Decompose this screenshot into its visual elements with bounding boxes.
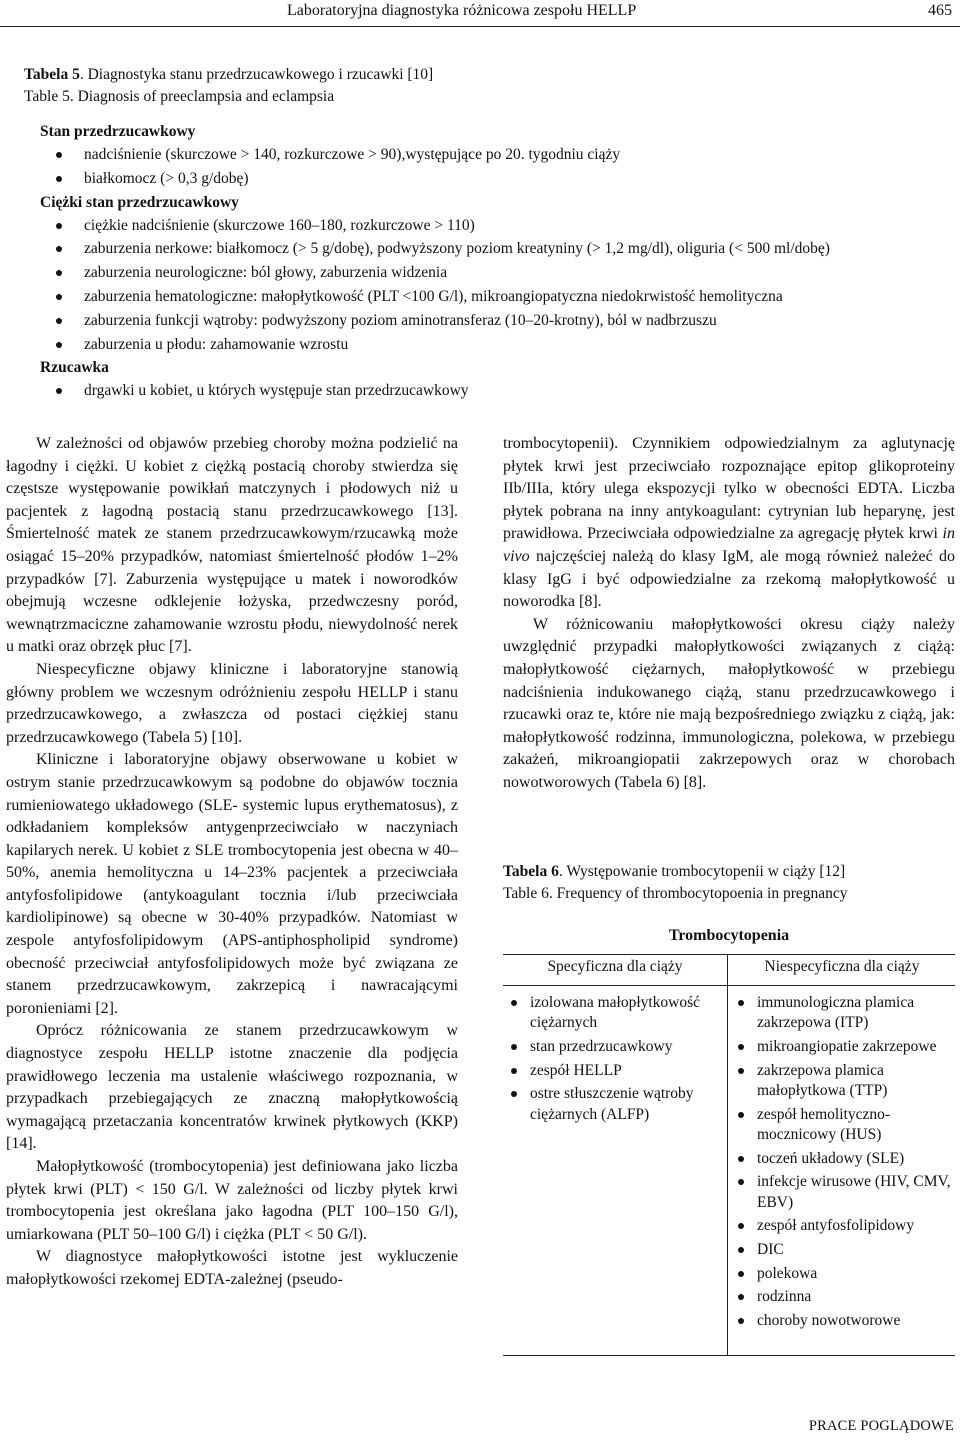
bullet-icon [738, 1156, 744, 1162]
bullet-icon [56, 246, 62, 252]
bullet-icon [56, 318, 62, 324]
bullet-icon [738, 1318, 744, 1324]
paragraph: W zależności od objawów przebieg choroby można podzielić na łagodny i ciężki. U kobiet z ciężką postacią choroby stwierdza się częstsze występowanie powikłań matczynych i płodowych niż u pacjentek z łagodną postacią stanu przedrzucawkowego [13]. Śmiertelność matek ze stanem przedrzucawkowym/rzucawką może osiągać 15–20% przypadków, natomiast śmiertelność płodów 1–2% przypadków [7]. Zaburzenia występujące u matek i noworodków obejmują wczesne odklejenie łożyska, przedwczesny poród, wewnątrzmaciczne zahamowanie wzrostu płodu, niewydolność nerek u matki oraz obrzęk płuc [7]. [6, 435, 458, 656]
table5-heading-eclampsia: Rzucawka [40, 359, 109, 377]
table5-item: zaburzenia u płodu: zahamowanie wzrostu [40, 333, 952, 357]
table5-title-en: Table 5. Diagnosis of preeclampsia and eclampsia [24, 88, 335, 105]
table5 [40, 120, 952, 403]
bullet-icon [738, 1247, 744, 1253]
list-item: zakrzepowa plamica małopłytkowa (TTP) [732, 1061, 952, 1102]
table6-col1-list [505, 993, 720, 1128]
bullet-icon [511, 1000, 517, 1006]
running-head-title: Laboratoryjna diagnostyka różnicowa zespołu HELLP [287, 2, 637, 19]
table5-caption [24, 64, 433, 108]
table6-title: Trombocytopenia [668, 927, 790, 944]
paragraph: W różnicowaniu małopłytkowości okresu ciąży należy uwzględnić przypadki małopłytkowości związanych z ciążą: małopłytkowość ciężarnych, małopłytkowość w przebiegu nadciśnienia indukowanego ciążą, stanu przedrzucawkowego i rzucawki oraz te, które nie mają bezpośredniego związku z ciążą, jak: małopłytkowość rodzinna, immunologiczna, polekowa, w przebiegu zakażeń, mikroangiopatii zakrzepowych oraz w chorobach nowotworowych (Tabela 6) [8]. [503, 615, 955, 791]
table6-divider [727, 954, 728, 1356]
table5-heading-severe: Ciężki stan przedrzucawkowy [40, 193, 239, 211]
bullet-icon [738, 1000, 744, 1006]
left-column [6, 433, 458, 1292]
bullet-icon [56, 176, 62, 182]
running-head [0, 0, 960, 27]
table6-rule [503, 985, 955, 986]
right-column [503, 433, 955, 795]
bullet-icon [56, 270, 62, 276]
bullet-icon [738, 1179, 744, 1185]
page-number: 465 [928, 2, 952, 19]
table5-title-pl: . Diagnostyka stanu przedrzucawkowego i rzucawki [10] [79, 66, 434, 83]
paragraph: Kliniczne i laboratoryjne objawy obserwowane u kobiet w ostrym stanie przedrzucawkowym są podobne do objawów tocznia rumieniowatego układowego (SLE- systemic lupus erythematosus), z odkładaniem kompleksów antygenprzeciwciało w naczyniach kapilarych nerek. U kobiet z SLE trombocytopenia jest obecna w 40–50%, anemia hemolityczna u 14–23% pacjentek a przeciwciała antyfosfolipidowe (antykoagulant tocznia i/lub przeciwciała kardiolipinowe) są obecne w 30-40% przypadków. Natomiast w zespole antyfosfolipidowym (APS-antiphospholipid syndrome) obecność przeciwciał antyfosfolipidowych może być związana ze stanem przedrzucawkowym, zakrzepicą i nawracającymi poronieniami [2]. [6, 751, 458, 1017]
bullet-icon [738, 1223, 744, 1229]
list-item: infekcje wirusowe (HIV, CMV, EBV) [732, 1172, 952, 1213]
paragraph: Małopłytkowość (trombocytopenia) jest definiowana jako liczba płytek krwi (PLT) < 150 G/l. W zależności od liczby płytek krwi trombocytopenia jest określana jako łagodna (PLT 100–150 G/l), umiarkowana (PLT 50–100 G/l) i ciężka (PLT < 50 G/l). [6, 1158, 458, 1243]
list-item: DIC [732, 1240, 952, 1260]
table6-col2-list [732, 993, 952, 1335]
bullet-icon [56, 342, 62, 348]
list-item: ostre stłuszczenie wątroby ciężarnych (ALFP) [505, 1084, 720, 1125]
table6-title-en: Table 6. Frequency of thrombocytopoenia in pregnancy [503, 884, 848, 902]
list-item: izolowana małopłytkowość ciężarnych [505, 993, 720, 1034]
table5-item: zaburzenia nerkowe: białkomocz (> 5 g/dobę), podwyższony poziom kreatyniny (> 1,2 mg/dl), oliguria (< 500 ml/dobę) [40, 237, 952, 261]
bullet-icon [56, 294, 62, 300]
italic-term: in vivo [503, 525, 955, 565]
table6-title-pl: . Występowanie trombocytopenii w ciąży [12] [558, 863, 846, 880]
list-item: choroby nowotworowe [732, 1311, 952, 1331]
table5-item: białkomocz (> 0,3 g/dobę) [40, 167, 952, 191]
list-item: zespół hemolityczno-mocznicowy (HUS) [732, 1105, 952, 1146]
paragraph: Niespecyficzne objawy kliniczne i laboratoryjne stanowią główny problem we wczesnym odróżnieniu zespołu HELLP i stanu przedrzucawkowego, a zwłaszcza od postaci ciężkiej stanu przedrzucawkowego (Tabela 5) [10]. [6, 660, 458, 746]
bullet-icon [738, 1112, 744, 1118]
bullet-icon [511, 1044, 517, 1050]
bullet-icon [738, 1294, 744, 1300]
table5-item: nadciśnienie (skurczowe > 140, rozkurczowe > 90),występujące po 20. tygodniu ciąży [40, 143, 952, 167]
bullet-icon [738, 1068, 744, 1074]
table6-rule [503, 1355, 955, 1356]
bullet-icon [738, 1044, 744, 1050]
list-item: stan przedrzucawkowy [505, 1037, 720, 1057]
table5-label-pl: Tabela 5 [24, 66, 80, 83]
paragraph: W diagnostyce małopłytkowości istotne jest wykluczenie małopłytkowości rzekomej EDTA-zależnej (pseudo- [6, 1248, 458, 1288]
table5-item: zaburzenia hematologiczne: małopłytkowość (PLT <100 G/l), mikroangiopatyczna niedokrwistość hemolityczna [40, 285, 952, 309]
table6-col2-head: Niespecyficzna dla ciąży [764, 958, 920, 975]
table5-heading-preeclampsia: Stan przedrzucawkowy [40, 123, 196, 140]
list-item: polekowa [732, 1264, 952, 1284]
bullet-icon [511, 1091, 517, 1097]
list-item: rodzinna [732, 1287, 952, 1307]
section-footer: PRACE POGLĄDOWE [808, 1418, 954, 1434]
table6-label-pl: Tabela 6 [503, 863, 559, 880]
bullet-icon [738, 1271, 744, 1277]
paragraph: Oprócz różnicowania ze stanem przedrzucawkowym w diagnostyce zespołu HELLP istotne znaczenie dla podjęcia prawidłowego leczenia ma ustalenie właściwego rozpoznania, w przypadkach przebiegających ze znaczną małopłytkowością wymagającą przetaczania koncentratów krwinek płytkowych (KKP) [14]. [6, 1022, 458, 1153]
list-item: mikroangiopatie zakrzepowe [732, 1037, 952, 1057]
bullet-icon [56, 388, 62, 394]
table5-item: ciężkie nadciśnienie (skurczowe 160–180, rozkurczowe > 110) [40, 214, 952, 238]
table5-item: drgawki u kobiet, u których występuje stan przedrzucawkowy [40, 379, 952, 403]
table5-item: zaburzenia funkcji wątroby: podwyższony poziom aminotransferaz (10–20-krotny), ból w nadbrzuszu [40, 309, 952, 333]
table6 [503, 925, 955, 1356]
list-item: zespół antyfosfolipidowy [732, 1216, 952, 1236]
paragraph: trombocytopenii). Czynnikiem odpowiedzialnym za aglutynację płytek krwi jest przeciwciało rozpoznające epitop glikoproteiny IIb/IIIa, który ulega ekspozycji tylko w obecności EDTA. Liczba płytek pobrana na inny antykoagulant: cytrynian lub heparynę, jest prawidłowa. Przeciwciała odpowiedzialne za agregację płytek krwi in vivo najczęściej należą do klasy IgM, ale mogą również należeć do klasy IgG i być odpowiedzialne za rzekomą małopłytkowość u noworodka [8]. [503, 435, 955, 611]
table6-caption [503, 861, 848, 904]
bullet-icon [511, 1068, 517, 1074]
list-item: toczeń układowy (SLE) [732, 1149, 952, 1169]
table5-item: zaburzenia neurologiczne: ból głowy, zaburzenia widzenia [40, 261, 952, 285]
list-item: zespół HELLP [505, 1061, 720, 1081]
bullet-icon [56, 152, 62, 158]
bullet-icon [56, 223, 62, 229]
table6-rule [503, 954, 955, 955]
list-item: immunologiczna plamica zakrzepowa (ITP) [732, 993, 952, 1034]
table6-col1-head: Specyficzna dla ciąży [547, 958, 683, 975]
